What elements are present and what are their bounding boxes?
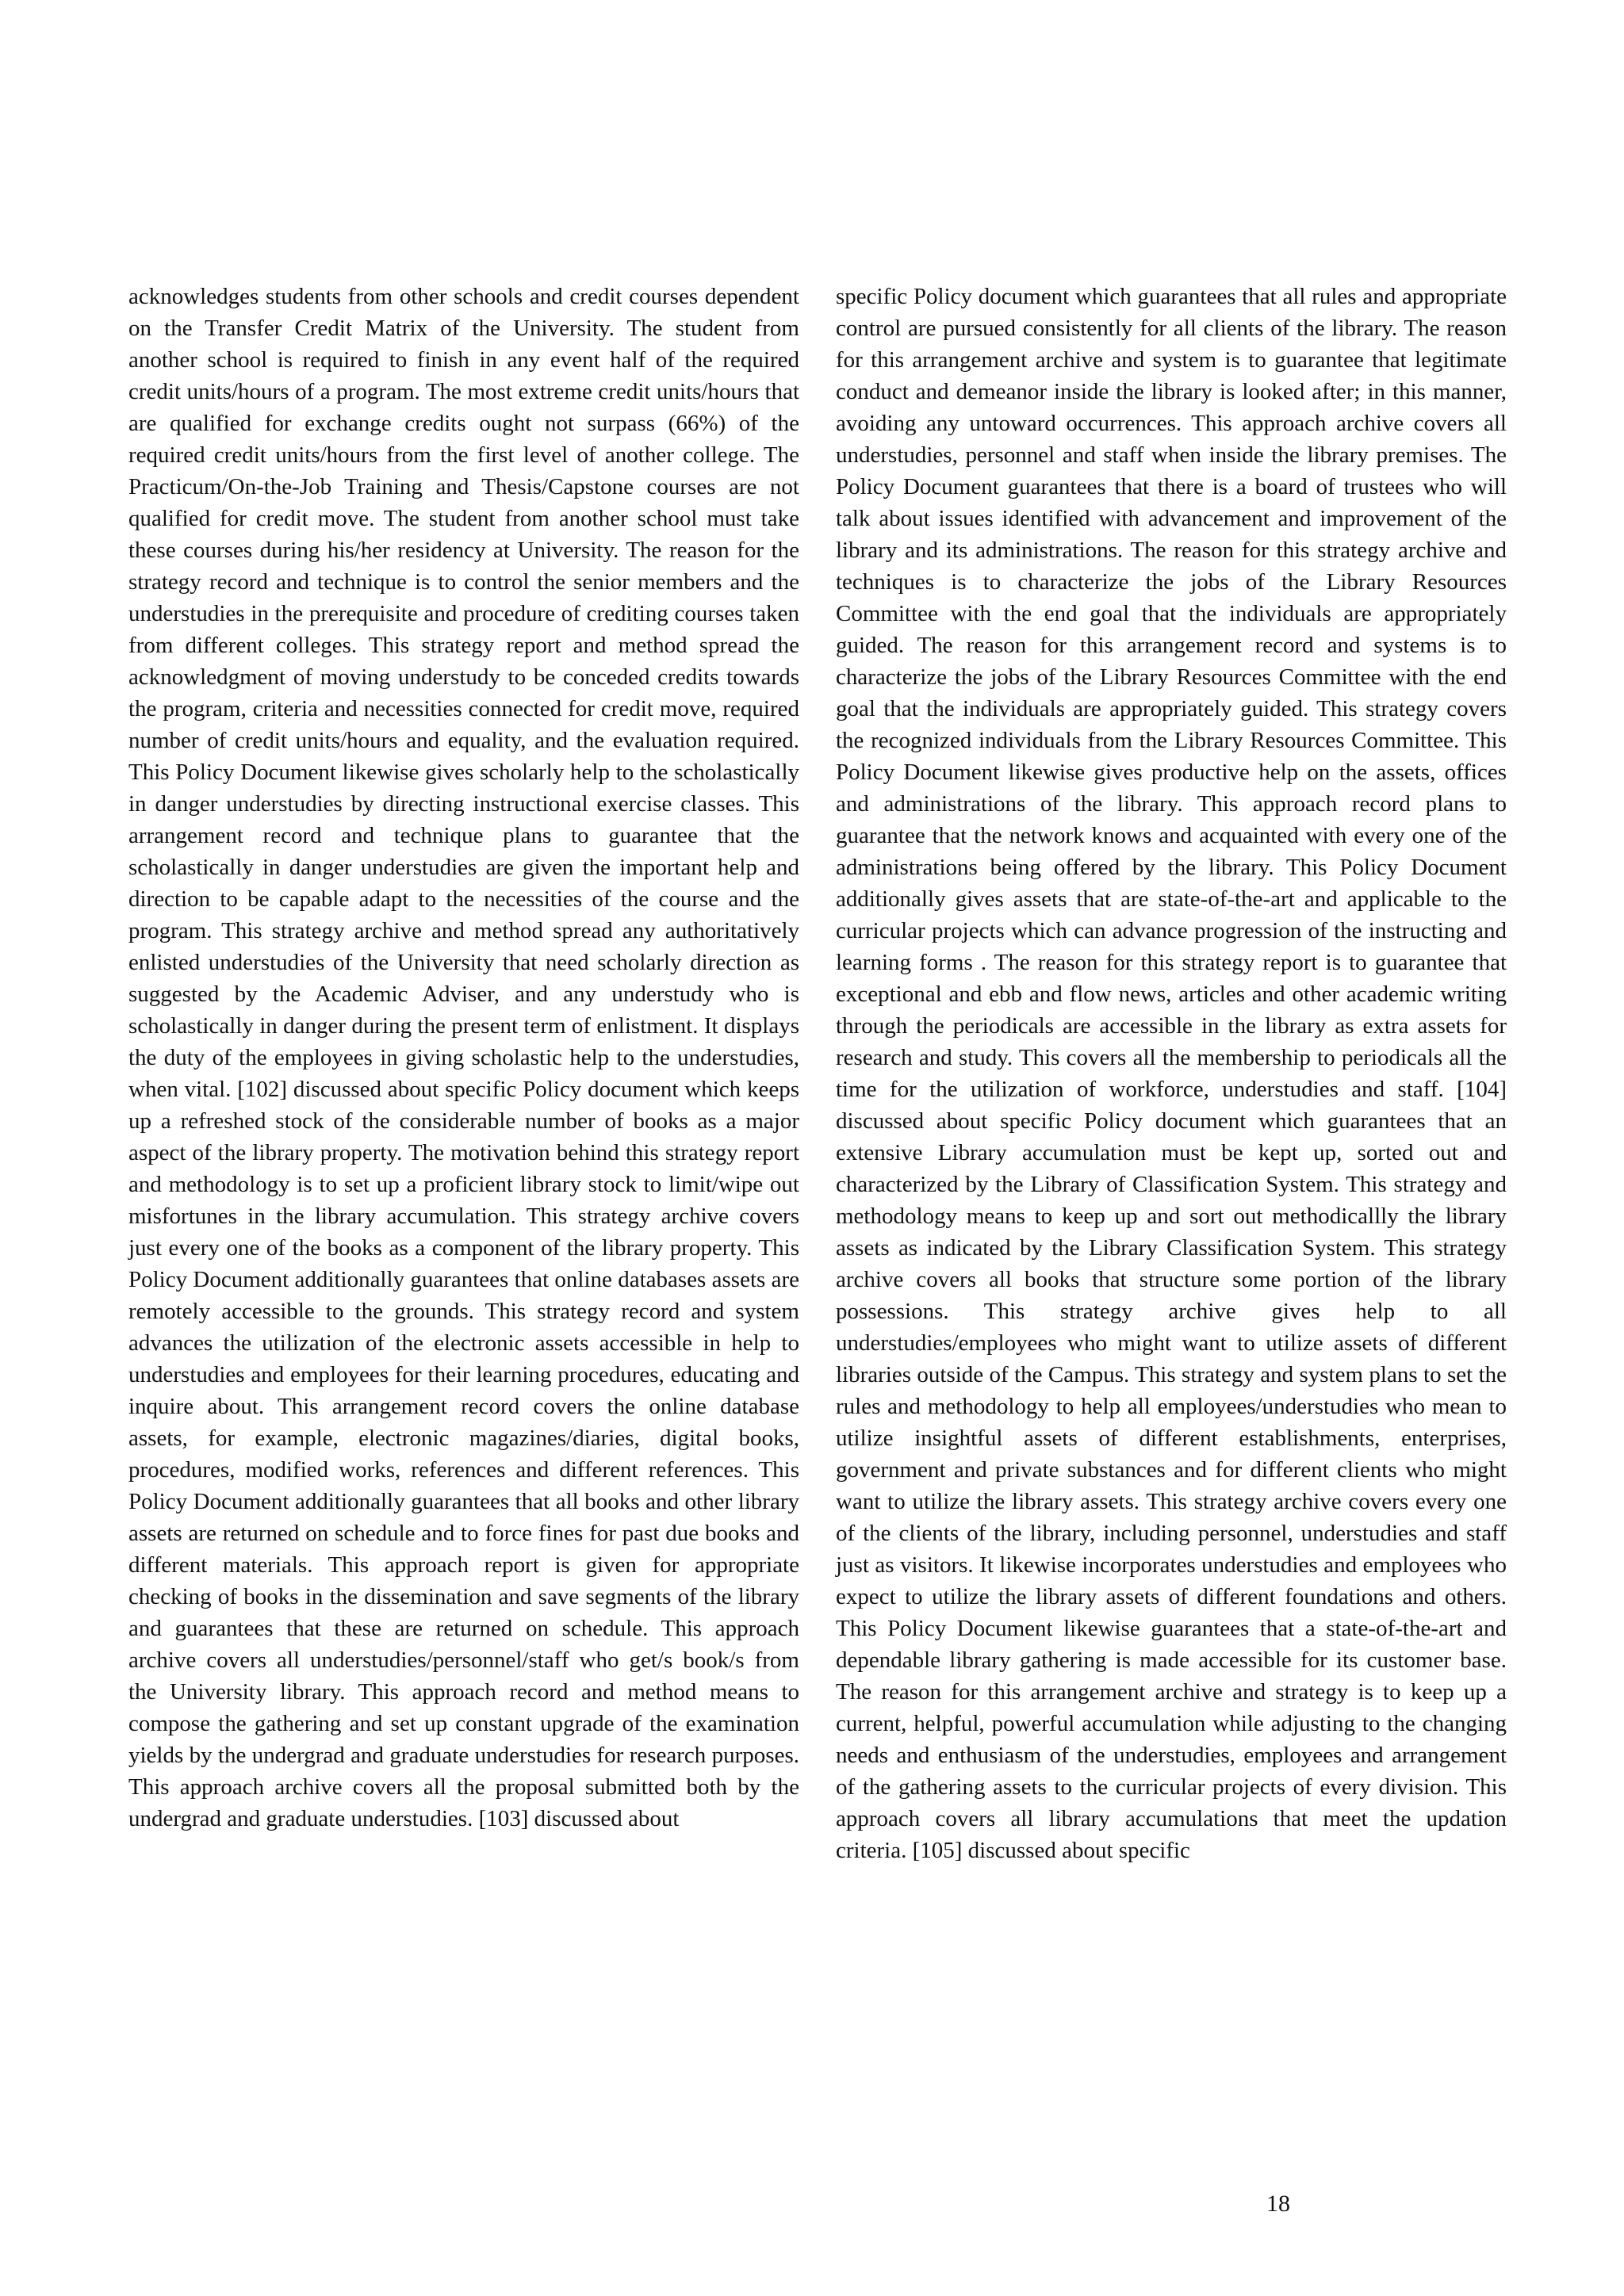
left-text-column <box>128 281 799 1835</box>
right-text-column <box>836 281 1507 1866</box>
page-number: 18 <box>1266 2191 1290 2217</box>
right-column-paragraph: specific Policy document which guarantees that all rules and appropriate control are pursued consistently for all clients of the library. The reason for this arrangement archive and system is to guarantee that legitimate conduct and demeanor inside the library is looked after; in this manner, avoiding any untoward occurrences. This approach archive covers all understudies, personnel and staff when inside the library premises. The Policy Document guarantees that there is a board of trustees who will talk about issues identified with advancement and improvement of the library and its administrations. The reason for this strategy archive and techniques is to characterize the jobs of the Library Resources Committee with the end goal that the individuals are appropriately guided. The reason for this arrangement record and systems is to characterize the jobs of the Library Resources Committee with the end goal that the individuals are appropriately guided. This strategy covers the recognized individuals from the Library Resources Committee. This Policy Document likewise gives productive help on the assets, offices and administrations of the library. This approach record plans to guarantee that the network knows and acquainted with every one of the administrations being offered by the library. This Policy Document additionally gives assets that are state-of-the-art and applicable to the curricular projects which can advance progression of the instructing and learning forms . The reason for this strategy report is to guarantee that exceptional and ebb and flow news, articles and other academic writing through the periodicals are accessible in the library as extra assets for research and study. This covers all the membership to periodicals all the time for the utilization of workforce, understudies and staff. [104] discussed about specific Policy document which guarantees that an extensive Library accumulation must be kept up, sorted out and characterized by the Library of Classification System. This strategy and methodology means to keep up and sort out methodicallly the library assets as indicated by the Library Classification System. This strategy archive covers all books that structure some portion of the library possessions. This strategy archive gives help to all understudies/employees who might want to utilize assets of different libraries outside of the Campus. This strategy and system plans to set the rules and methodology to help all employees/understudies who mean to utilize insightful assets of different establishments, enterprises, government and private substances and for different clients who might want to utilize the library assets. This strategy archive covers every one of the clients of the library, including personnel, understudies and staff just as visitors. It likewise incorporates understudies and employees who expect to utilize the library assets of different foundations and others. This Policy Document likewise guarantees that a state-of-the-art and dependable library gathering is made accessible for its customer base. The reason for this arrangement archive and strategy is to keep up a current, helpful, powerful accumulation while adjusting to the changing needs and enthusiasm of the understudies, employees and arrangement of the gathering assets to the curricular projects of every division. This approach covers all library accumulations that meet the updation criteria. [105] discussed about specific <box>836 284 1507 1863</box>
left-column-paragraph: acknowledges students from other schools and credit courses dependent on the Transfer Credit Matrix of the University. The student from another school is required to finish in any event half of the required credit units/hours of a program. The most extreme credit units/hours that are qualified for exchange credits ought not surpass (66%) of the required credit units/hours from the first level of another college. The Practicum/On-the-Job Training and Thesis/Capstone courses are not qualified for credit move. The student from another school must take these courses during his/her residency at University. The reason for the strategy record and technique is to control the senior members and the understudies in the prerequisite and procedure of crediting courses taken from different colleges. This strategy report and method spread the acknowledgment of moving understudy to be conceded credits towards the program, criteria and necessities connected for credit move, required number of credit units/hours and equality, and the evaluation required. This Policy Document likewise gives scholarly help to the scholastically in danger understudies by directing instructional exercise classes. This arrangement record and technique plans to guarantee that the scholastically in danger understudies are given the important help and direction to be capable adapt to the necessities of the course and the program. This strategy archive and method spread any authoritatively enlisted understudies of the University that need scholarly direction as suggested by the Academic Adviser, and any understudy who is scholastically in danger during the present term of enlistment. It displays the duty of the employees in giving scholastic help to the understudies, when vital. [102] discussed about specific Policy document which keeps up a refreshed stock of the considerable number of books as a major aspect of the library property. The motivation behind this strategy report and methodology is to set up a proficient library stock to limit/wipe out misfortunes in the library accumulation. This strategy archive covers just every one of the books as a component of the library property. This Policy Document additionally guarantees that online databases assets are remotely accessible to the grounds. This strategy record and system advances the utilization of the electronic assets accessible in help to understudies and employees for their learning procedures, educating and inquire about. This arrangement record covers the online database assets, for example, electronic magazines/diaries, digital books, procedures, modified works, references and different references. This Policy Document additionally guarantees that all books and other library assets are returned on schedule and to force fines for past due books and different materials. This approach report is given for appropriate checking of books in the dissemination and save segments of the library and guarantees that these are returned on schedule. This approach archive covers all understudies/personnel/staff who get/s book/s from the University library. This approach record and method means to compose the gathering and set up constant upgrade of the examination yields by the undergrad and graduate understudies for research purposes. This approach archive covers all the proposal submitted both by the undergrad and graduate understudies. [103] discussed about <box>128 284 799 1831</box>
